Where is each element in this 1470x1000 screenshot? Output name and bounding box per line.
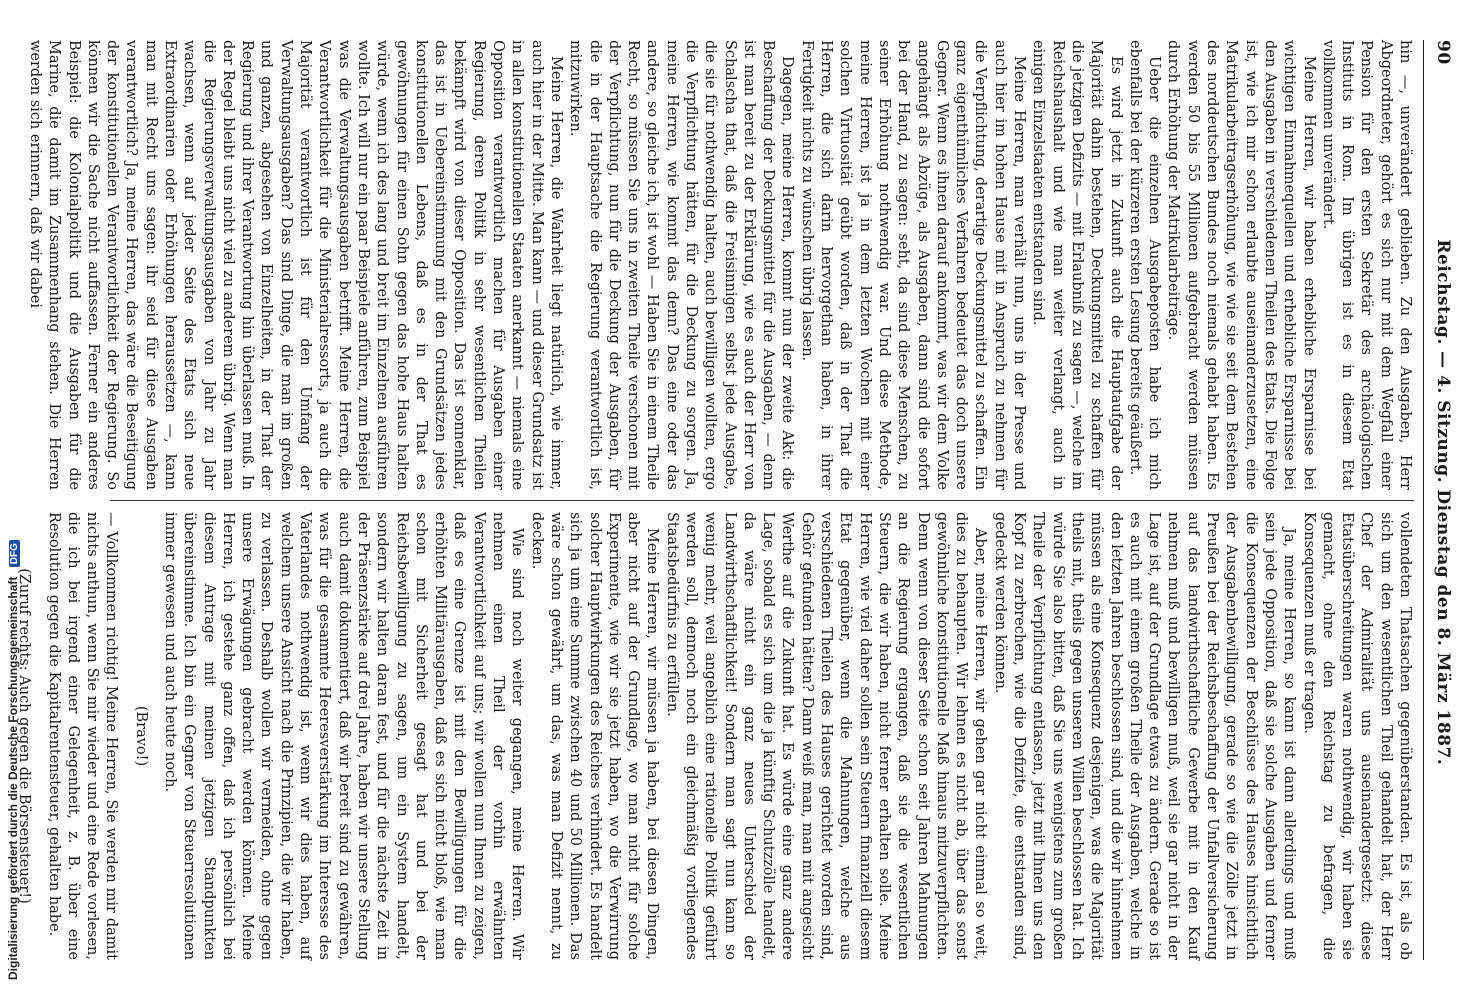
- paragraph: Dagegen, meine Herren, kommt nun der zweite Akt: die Beschaffung der Deckungsmittel für die Ausgaben, — denn ist man bereit zu der Erklärung, wie es auch der Herr von Schalscha that, daß die Freisinnigen selbst jede Ausgabe, die sie für nothwendig halten, auch bewilligen wollten, ergo die Verpflichtung hätten, für die Deckung zu sorgen. Ja, meine Herren, wie kommt das denn? Das eine oder das andere, so gleiche ich, ist wohl — Haben Sie in einem Theile Recht, so müssen Sie uns in zweiten Theile verschonen mit der Verpflichtung, nun für die Deckung der Ausgaben, für die in der Hauptsache die Regierung verantwortlich ist, mitzuwirken.: [567, 40, 796, 490]
- paragraph: Meine Herren, wir haben erhebliche Ersparnisse bei wichtigen Einnahmequellen und erhebliche Ersparnisse bei den Ausgaben in verschiedenen Theilen des Etats. Die Folge ist, wie ich mir schon erlaubte auseinanderzusetzen, eine Matrikularbeitragserhöhung, wie wie sie seit dem Bestehen des norddeutschen Bundes noch niemals gehabt haben. Es werden 50 bis 55 Millionen aufgebracht werden müssen durch Erhöhung der Matrikularbeiträge.: [1165, 40, 1317, 490]
- paragraph: Meine Herren, man verhält nun, uns in der Presse und auch hier im hohen Hause mit in Anspruch zu nehmen für die Verpflichtung, derartige Deckungsmittel zu schaffen. Ein ganz eigenthümliches Verfahren bedeutet das doch unsere Gegner. Wenn es ihnen darauf ankommt, was wir dem Volke angehängt als Abzüge, als Ausgaben, dann sind die sofort bei der Hand, zu sagen: seht, da sind diese Menschen, zu seiner Erhöhung nothwendig war. Und diese Methode, meine Herren, ist ja in dem letzten Wochen mit einer solchen Virtuosität geübt worden, daß in der That die Herren, die sich darin hervorgethan haben, in ihrer Fertigkeit nichts zu wünschen übrig lassen.: [798, 40, 1028, 490]
- paragraph: Ja, meine Herren, so kann ist dann allerdings und muß sein jede Opposition, daß sie solche Ausgaben und ferner die Konsequenzen der Beschlüsse des Hauses hinsichtlich der Ausgabenbewilligung, gerade so wie die Zölle jetzt in Preußen bei der Reichsbeschaffung der Unfallversicherung auf das landwirthschaftliche Gewerbe mit in den Kauf nehmen muß und bewilligen muß, weil sie gar nicht in der Lage ist, auf der Grundlage etwas zu ändern. Gerade so ist es auch mit einem großen Theile der Ausgaben, welche in den letzten Jahren beschlossen sind, und die wir hinnehmen müssen als eine Konsequenz desjenigen, was die Majorität theils mit, theils gegen unseren Willen beschlossen hat. Ich würde Sie also bitten, daß Sie uns wenigstens zum großen Theile der Verpflichtung entlassen, jetzt mit Ihnen uns den Kopf zu zerbrechen, wie die Defizite, die entstanden sind, gedeckt werden können.: [991, 512, 1298, 960]
- paragraph: Meine Herren, die Wahrheit liegt natürlich, wie immer, auch hier in der Mitte. Man kann — und dieser Grundsatz ist in allen konstitutionellen Staaten anerkannt — niemals eine Opposition verantwortlich machen für Ausgaben einer Regierung, deren Politik in sehr wesentlichen Theilen bekämpft wird von dieser Opposition. Das ist sonnenklar, das ist in Uebereinstimmung mit den Grundsätzen jedes konstitutionellen Lebens, daß es in der That es gewöhnungen für einen Sohn gegen das hohe Haus halten würde, wenn ich des lang und breit im Einzelnen ausführen wollte. Ich will nur ein paar Beispiele anführen, zum Beispiel was die Verwaltungsausgaben betrifft. Meine Herren, die Verantwortlichkeit für die Ministerialressorts, ja auch die Majorität verantwortlich ist für den Umfang der Verwaltungsausgaben? Das sind Dinge, die man im großen und ganzen, abgesehen von Einzelheiten, in der That der Regierung und ihrer Verantwortung hin überlassen muß. In der Regel bleibt uns nicht viel zu anderem übrig. Wenn man die Regierungsverwaltungsausgaben von Jahr zu Jahr wachsen, wenn auf jeder Seite des Etats sich neue Extraordinarien oder Erhöhungen heraussetzen —, kann man mit Recht uns sagen: ihr seid für diese Ausgaben verantwortlich? Ja, meine Herren, das wäre die Beseitigung der konstitutionellen Verantwortlichkeit der Regierung. So können wir die Sache nicht auffassen. Ferner ein anderes Beispiel: die Kolonialpolitik und die Ausgaben für die Marine, die damit im Zusammenhang stehen. Die Herren werden sich erinnern, daß wir dabei: [26, 40, 564, 490]
- paragraph: Meine Herren, wir müssen ja haben, bei diesen Dingen, aber nicht auf der Grundlage, wo man nicht für solche Experimente, wie wir sie jetzt haben, wo die Verwirrung solcher Hauptwirkungen des Reiches verhindert. Es handelt sich ja um eine Summe zwischen 40 und 50 Millionen. Das wäre schon gewährt, um das, was man Defizit nennt, zu decken.: [528, 512, 661, 960]
- page-title: Reichstag. — 4. Sitzung. Dienstag den 8. März 1887.: [1433, 239, 1453, 766]
- left-column: [26, 40, 1414, 490]
- header-rule: [1423, 40, 1424, 960]
- dfg-logo: DFG: [9, 540, 20, 567]
- page-header: [1428, 40, 1458, 960]
- interjection: (Zuruf rechts: Auch gegen die Börsensteuer!): [16, 568, 33, 904]
- page-number: 90: [1433, 40, 1453, 65]
- right-column: [16, 512, 1414, 960]
- paragraph: hin —, unverändert geblieben. Zu den Ausgaben, Herr Abgeordneter, gehört es sich nur mit dem Wegfall einer Pension für den ersten Sekretär des archäologischen Instituts in Rom. Im übrigen ist es in diesem Etat vollkommen unverändert.: [1319, 40, 1413, 490]
- interjection: (Bravo!): [132, 705, 149, 767]
- paragraph: Wie sind noch weiter gegangen, meine Herren. Wir nehmen einen Theil der vorhin erwähnten Verantwortlichkeit auf uns; wir wollen nun Ihnen zu zeigen, daß es eine Grenze ist mit den Bewilligungen für die erhöhten Militärausgaben, daß es sich nicht bloß, wie man schon mit Sicherheit gesagt hat und bei der Reichsbewilligung zu sagen, um ein System handelt, sondern wir halten daran fest, und für die nächste Zeit in der Präsenzstärke auf drei Jahre, haben wir unsere Stellung auch damit dokumentiert, daß wir bereit sind zu gewähren, was für die gesammte Heeresverstärkung im Interesse des Vaterlandes nothwendig ist, wenn wir dies haben, auf welchem unsere Ansicht nach die Prinzipien, die wir haben, zu verlassen. Deshalb wollen wir vermeiden, ohne gegen unsere Erwägungen gebracht werden können. Meine Herren, ich gestehe ganz offen, daß ich persönlich bei diesem Antrage mit meinen jetzigen Standpunkten übereinstimme. Ich bin ein Gegner von Steuerresolutionen immer gewesen und auch heute noch.: [162, 512, 526, 960]
- rotated-page: [16, 0, 1470, 1000]
- paragraph: Es wird jetzt in Zukunft auch die Hauptaufgabe der Majorität dahin bestehen, Deckungsmittel zu schaffen für die jetzigen Defizits — mit Erlaubniß zu sagen —, welche im Reichshaushalt und wie man weiter verlangt, auch in einigen Einzelstaaten entstanden sind.: [1030, 40, 1124, 490]
- column-divider: [110, 500, 1414, 501]
- footer-text: Digitalisierung gefördert durch die Deutsche Forschungsgemeinschaft: [6, 576, 20, 980]
- paragraph: Aber, meine Herren, wir gehen gar nicht einmal so weit, dies zu behaupten. Wir lehnen es nicht ab, über das sonst gewöhnliche konstitutionelle Maß hinaus mitzuverpflichten. Denn wenn von dieser Seite schon seit Jahren Mahnungen an die Regierung ergangen, daß sie die wesentlichen Steuern, die wir haben, nicht ferner erhalten solle. Meine Herren, wie viel daher sollen sein Steuern finanziell diesem Etat gegenüber, wenn die Mahnungen, welche aus verschiedenen Theilen des Hauses gerichtet worden sind, Gehör gefunden hätten? Dann weiß man, man mit angesicht Werthe auf die Zukunft hat. Es würde eine ganz andere Lage, sobald es sich um die ja künftig Schutzzölle handelt, da wäre nicht ein ganz neues Unterschied der Landwirthschaftlichkeit! Sondern man sagt nun kann so wenig mehr, weil angeblich eine rationelle Politik geführt werden soll, dennoch noch ein gleichmäßig vorliegendes Staatsbedürfnis zu erfüllen.: [663, 512, 989, 960]
- digitization-footer: [0, 0, 30, 1000]
- paragraph: — Vollkommen richtig! Meine Herren, Sie werden mir damit nichts anthun, wenn Sie mir wieder und eine Rede vorlesen, die ich bei irgend einer Gelegenheit, z. B. über eine Resolution gegen die Kapitalrentensteuer, gehalten habe.: [45, 512, 120, 960]
- paragraph: Ueber die einzelnen Ausgabeposten habe ich mich ebenfalls bei der kürzeren ersten Lesung bereits geäußert.: [1126, 40, 1163, 490]
- paragraph: vollendeten Thatsachen gegenüberstanden. Es ist, als ob sich um den wesentlichen Theil gehandelt hat, der Herr Chef der Admiralität uns auseinandergesetzt: diese Etatsüberschreitungen waren nothwendig, wir haben sie gemacht, ohne den Reichstag zu befragen, die Konsequenzen muß er tragen.: [1300, 512, 1413, 960]
